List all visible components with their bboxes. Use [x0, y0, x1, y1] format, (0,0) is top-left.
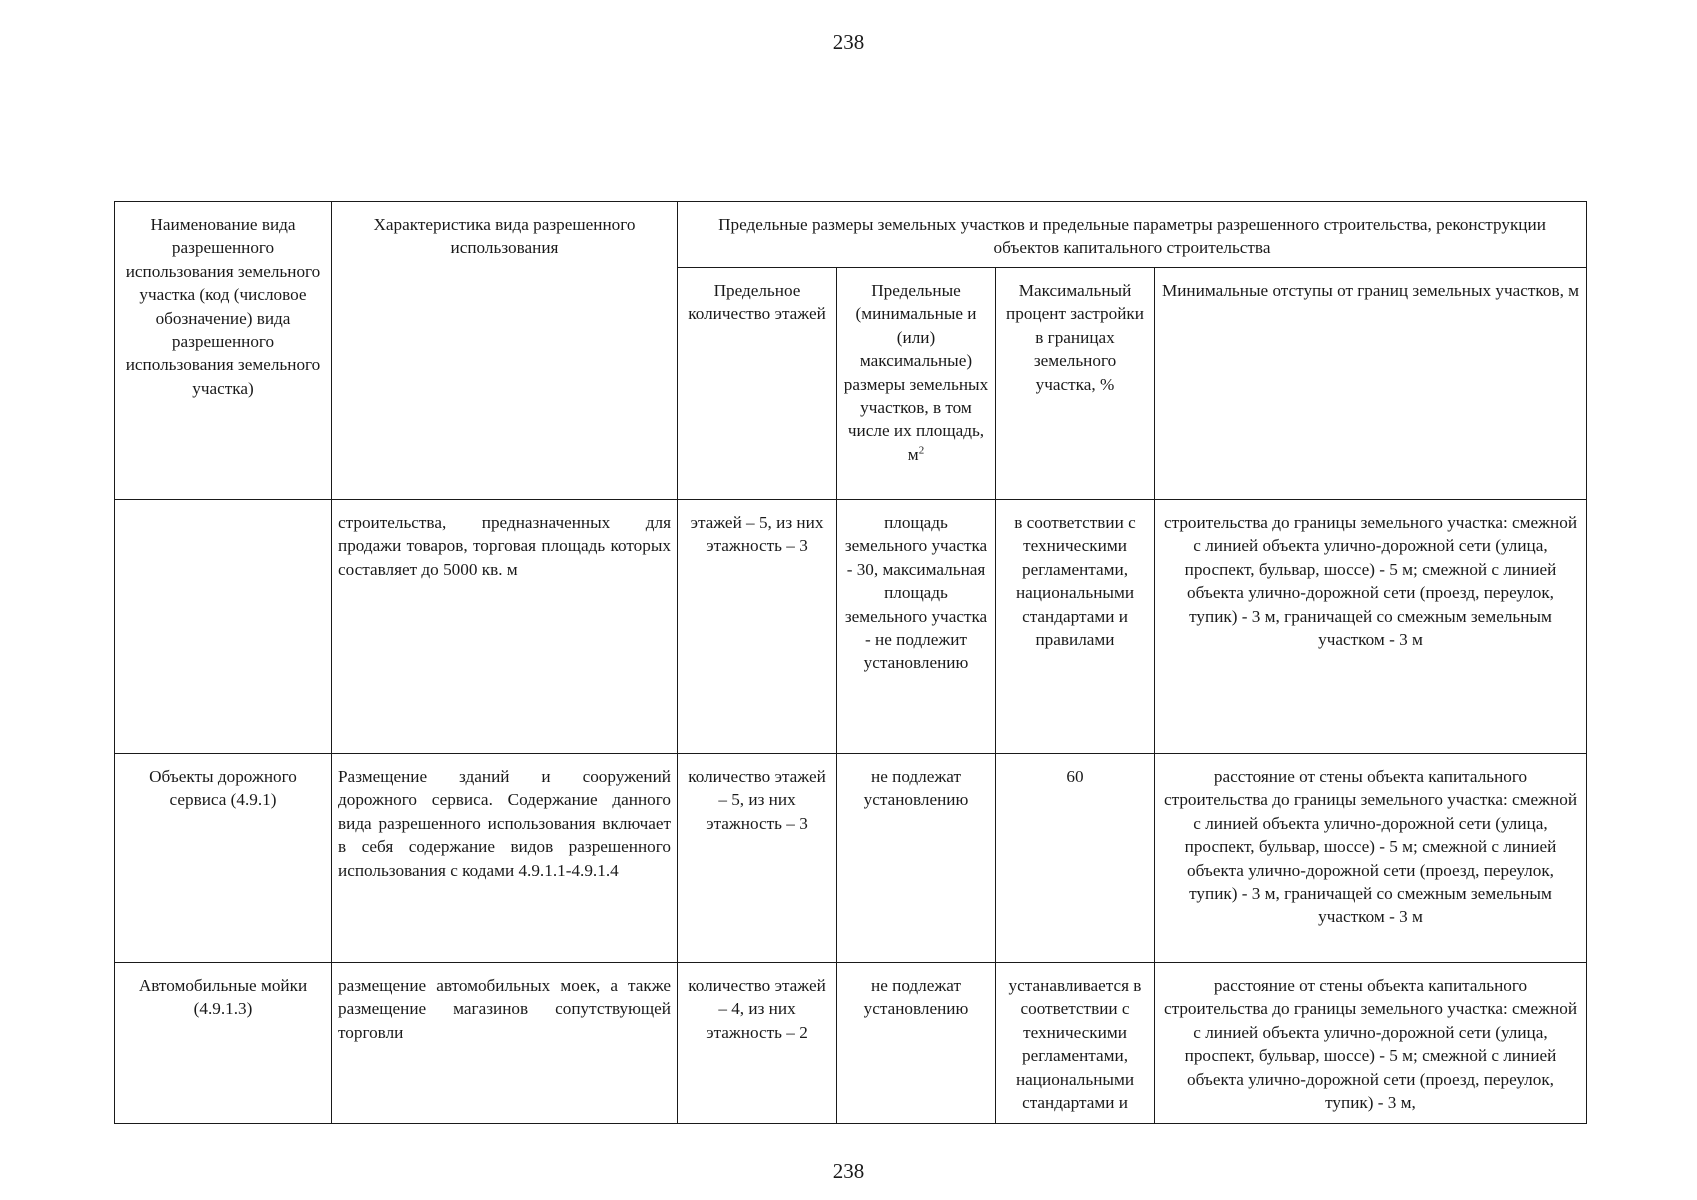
page-number-bottom: 238	[832, 1159, 865, 1183]
page-number-top: 238	[832, 30, 865, 54]
cell-use-name: Объекты дорожного сервиса (4.9.1)	[115, 754, 332, 963]
cell-build-percent: в соответствии с техническими регламентами, национальными стандартами и правилами	[996, 500, 1155, 754]
cell-setbacks: расстояние от стены объекта капитального строительства до границы земельного участка: смежной с линией объекта улично-дорожной сети (улица, проспект, бульвар, шоссе) - 5 м; смежной с линией объекта улично-дорожной сети (проезд, переулок, тупик) - 3 м, граничащей со смежным земельным участком - 3 м	[1155, 754, 1587, 963]
cell-build-percent: устанавливается в соответствии с техническими регламентами, национальными стандартами и	[996, 963, 1155, 1124]
cell-floors: этажей – 5, из них этажность – 3	[678, 500, 837, 754]
cell-plot-sizes: не подлежат установлению	[837, 754, 996, 963]
cell-use-name: Автомобильные мойки (4.9.1.3)	[115, 963, 332, 1124]
cell-use-description: Размещение зданий и сооружений дорожного сервиса. Содержание данного вида разрешенного использования включает в себя содержание видов разрешенного использования с кодами 4.9.1.1-4.9.1.4	[332, 754, 678, 963]
header-use-name: Наименование вида разрешенного использования земельного участка (код (числовое обозначение) вида разрешенного использования земельного участка)	[115, 202, 332, 500]
zoning-regulations-table	[114, 201, 1587, 1124]
header-plot-sizes	[837, 268, 996, 500]
header-setbacks: Минимальные отступы от границ земельных участков, м	[1155, 268, 1587, 500]
cell-use-description: размещение автомобильных моек, а также размещение магазинов сопутствующей торговли	[332, 963, 678, 1124]
cell-setbacks: строительства до границы земельного участка: смежной с линией объекта улично-дорожной сети (улица, проспект, бульвар, шоссе) - 5 м; смежной с линией объекта улично-дорожной сети (проезд, переулок, тупик) - 3 м, граничащей со смежным земельным участком - 3 м	[1155, 500, 1587, 754]
cell-setbacks: расстояние от стены объекта капитального строительства до границы земельного участка: смежной с линией объекта улично-дорожной сети (улица, проспект, бульвар, шоссе) - 5 м; смежной с линией объекта улично-дорожной сети (проезд, переулок, тупик) - 3 м,	[1155, 963, 1587, 1124]
header-plot-sizes-sup: 2	[918, 444, 925, 457]
table-row	[115, 754, 1587, 963]
cell-build-percent: 60	[996, 754, 1155, 963]
table-header-row	[115, 202, 1587, 268]
header-build-percent: Максимальный процент застройки в границах земельного участка, %	[996, 268, 1155, 500]
table-row	[115, 500, 1587, 754]
cell-plot-sizes: не подлежат установлению	[837, 963, 996, 1124]
cell-plot-sizes: площадь земельного участка - 30, максимальная площадь земельного участка - не подлежит установлению	[837, 500, 996, 754]
cell-floors: количество этажей – 5, из них этажность – 3	[678, 754, 837, 963]
cell-use-description: строительства, предназначенных для продажи товаров, торговая площадь которых составляет до 5000 кв. м	[332, 500, 678, 754]
cell-floors: количество этажей – 4, из них этажность – 2	[678, 963, 837, 1124]
header-limit-parameters: Предельные размеры земельных участков и предельные параметры разрешенного строительства, реконструкции объектов капитального строительства	[678, 202, 1587, 268]
header-use-description: Характеристика вида разрешенного использования	[332, 202, 678, 500]
table-row	[115, 963, 1587, 1124]
cell-use-name	[115, 500, 332, 754]
header-floors: Предельное количество этажей	[678, 268, 837, 500]
header-plot-sizes-text: Предельные (минимальные и (или) максимальные) размеры земельных участков, в том числе их площадь, м	[843, 281, 989, 464]
